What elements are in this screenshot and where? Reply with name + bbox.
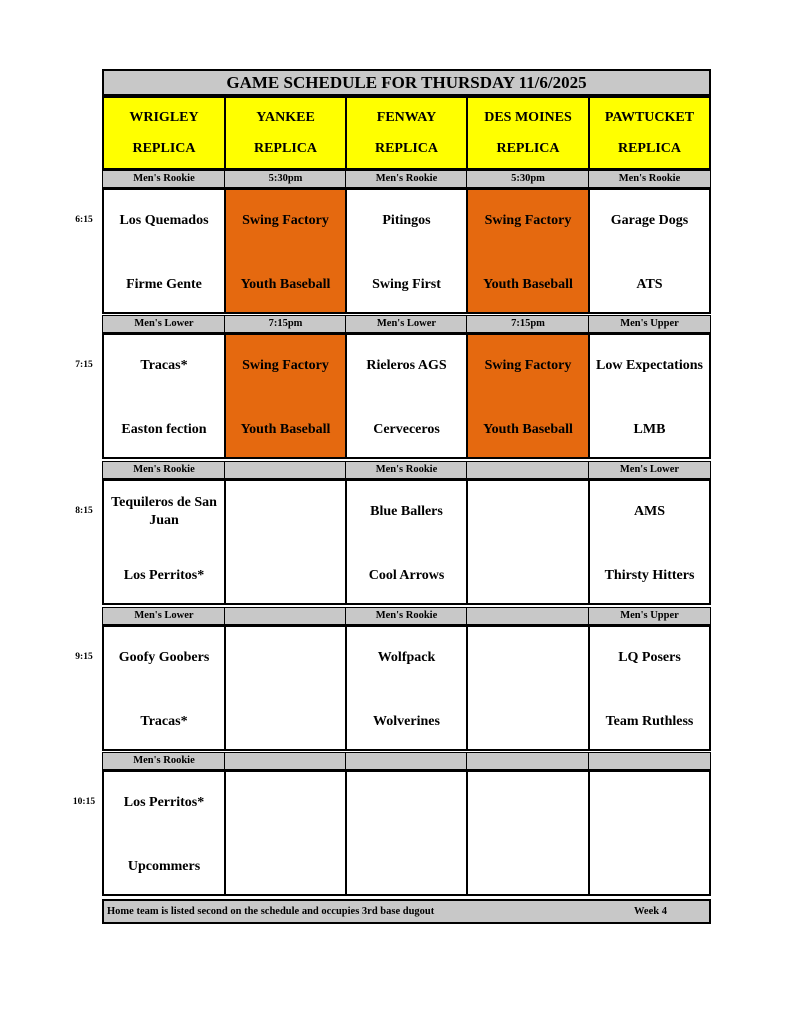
field-subtitle: REPLICA	[253, 140, 317, 156]
division-label: Men's Rookie	[588, 170, 711, 188]
away-team	[347, 778, 466, 828]
game-cell	[345, 333, 468, 459]
division-label	[466, 461, 590, 479]
home-team	[226, 842, 345, 892]
division-label: Men's Upper	[588, 315, 711, 333]
field-subtitle: REPLICA	[374, 140, 438, 156]
away-team: Los Quemados	[119, 213, 209, 228]
division-label	[466, 607, 590, 625]
game-cell	[466, 770, 590, 896]
home-team	[590, 842, 709, 892]
division-label: Men's Rookie	[345, 607, 468, 625]
away-team: Pitingos	[382, 213, 431, 228]
week-label: Week 4	[634, 906, 667, 917]
home-team-note: Home team is listed second on the schedule and occupies 3rd base dugout	[107, 906, 435, 917]
game-cell	[345, 625, 468, 751]
field-name: PAWTUCKET	[604, 109, 695, 125]
home-team	[468, 697, 588, 747]
field-header-3	[345, 96, 468, 170]
division-label: Men's Rookie	[345, 461, 468, 479]
home-team: Swing First	[372, 277, 441, 292]
home-team: Cerveceros	[373, 422, 440, 437]
division-label: 5:30pm	[466, 170, 590, 188]
home-team	[347, 842, 466, 892]
time-slot-label: 8:15	[75, 506, 93, 516]
division-label: 5:30pm	[224, 170, 347, 188]
division-label	[224, 607, 347, 625]
home-team: Firme Gente	[126, 277, 202, 292]
division-label	[466, 752, 590, 770]
game-cell	[588, 333, 711, 459]
away-team	[226, 778, 345, 828]
home-team: Cool Arrows	[368, 568, 445, 583]
game-cell	[466, 333, 590, 459]
away-team: Rieleros AGS	[366, 358, 447, 373]
game-cell	[466, 479, 590, 605]
home-team: Tracas*	[140, 714, 188, 729]
game-cell	[345, 770, 468, 896]
away-team: AMS	[633, 504, 666, 519]
division-label: Men's Rookie	[102, 170, 226, 188]
time-slot-label: 10:15	[72, 797, 96, 807]
away-team: Swing Factory	[484, 358, 572, 373]
field-name: YANKEE	[256, 109, 315, 125]
away-team: Goofy Goobers	[118, 650, 210, 665]
field-name: WRIGLEY	[129, 109, 199, 125]
home-team	[226, 551, 345, 601]
away-team: Los Perritos*	[123, 795, 205, 810]
home-team: Team Ruthless	[605, 714, 694, 729]
away-team: Wolfpack	[377, 650, 436, 665]
game-cell	[102, 625, 226, 751]
game-cell	[102, 188, 226, 314]
away-team: Blue Ballers	[370, 504, 443, 519]
division-label	[345, 752, 468, 770]
home-team	[468, 551, 588, 601]
home-team: Youth Baseball	[483, 422, 573, 437]
field-header-2	[224, 96, 347, 170]
home-team	[468, 842, 588, 892]
home-team: Easton fection	[121, 422, 207, 437]
division-label: Men's Lower	[588, 461, 711, 479]
division-label: Men's Rookie	[102, 752, 226, 770]
home-team	[226, 697, 345, 747]
game-cell	[224, 625, 347, 751]
game-cell	[345, 188, 468, 314]
away-team: Low Expectations	[596, 358, 703, 373]
home-team: Youth Baseball	[240, 277, 331, 292]
home-team: Thirsty Hitters	[604, 568, 695, 583]
game-cell	[588, 625, 711, 751]
division-label: Men's Lower	[102, 607, 226, 625]
game-cell	[224, 479, 347, 605]
division-label: 7:15pm	[466, 315, 590, 333]
home-team: Youth Baseball	[483, 277, 573, 292]
field-header-4	[466, 96, 590, 170]
away-team: LQ Posers	[618, 650, 681, 665]
division-label	[224, 461, 347, 479]
division-label	[588, 752, 711, 770]
game-cell	[102, 333, 226, 459]
field-subtitle: REPLICA	[496, 140, 560, 156]
field-subtitle: REPLICA	[617, 140, 681, 156]
away-team	[226, 487, 345, 537]
away-team	[468, 487, 588, 537]
division-label: 7:15pm	[224, 315, 347, 333]
game-cell	[588, 188, 711, 314]
away-team: Swing Factory	[242, 213, 329, 228]
time-slot-label: 6:15	[75, 215, 93, 225]
away-team: Garage Dogs	[610, 213, 689, 228]
away-team: Swing Factory	[242, 358, 329, 373]
division-label: Men's Rookie	[102, 461, 226, 479]
away-team: Swing Factory	[484, 213, 572, 228]
game-cell	[466, 625, 590, 751]
away-team: Tequileros de San Juan	[111, 495, 217, 528]
field-name: DES MOINES	[484, 109, 572, 125]
game-cell	[466, 188, 590, 314]
game-cell	[345, 479, 468, 605]
home-team: Youth Baseball	[240, 422, 331, 437]
game-cell	[102, 770, 226, 896]
time-slot-label: 7:15	[75, 360, 93, 370]
home-team: ATS	[636, 277, 663, 292]
division-label: Men's Rookie	[345, 170, 468, 188]
game-cell	[102, 479, 226, 605]
schedule-title: GAME SCHEDULE FOR THURSDAY 11/6/2025	[102, 69, 711, 96]
away-team	[226, 633, 345, 683]
field-name: FENWAY	[376, 109, 437, 125]
division-label	[224, 752, 347, 770]
division-label: Men's Upper	[588, 607, 711, 625]
game-cell	[224, 188, 347, 314]
game-cell	[224, 333, 347, 459]
field-header-5	[588, 96, 711, 170]
time-slot-label: 9:15	[75, 652, 93, 662]
field-header-1	[102, 96, 226, 170]
game-cell	[588, 770, 711, 896]
division-label: Men's Lower	[102, 315, 226, 333]
division-label: Men's Lower	[345, 315, 468, 333]
away-team	[468, 778, 588, 828]
home-team: Los Perritos*	[123, 568, 205, 583]
home-team: Upcommers	[127, 859, 201, 874]
game-cell	[224, 770, 347, 896]
away-team	[468, 633, 588, 683]
away-team: Tracas*	[140, 358, 188, 373]
home-team: LMB	[633, 422, 666, 437]
schedule-footer	[102, 899, 711, 924]
game-cell	[588, 479, 711, 605]
away-team	[590, 778, 709, 828]
field-subtitle: REPLICA	[132, 140, 196, 156]
home-team: Wolverines	[373, 714, 440, 729]
